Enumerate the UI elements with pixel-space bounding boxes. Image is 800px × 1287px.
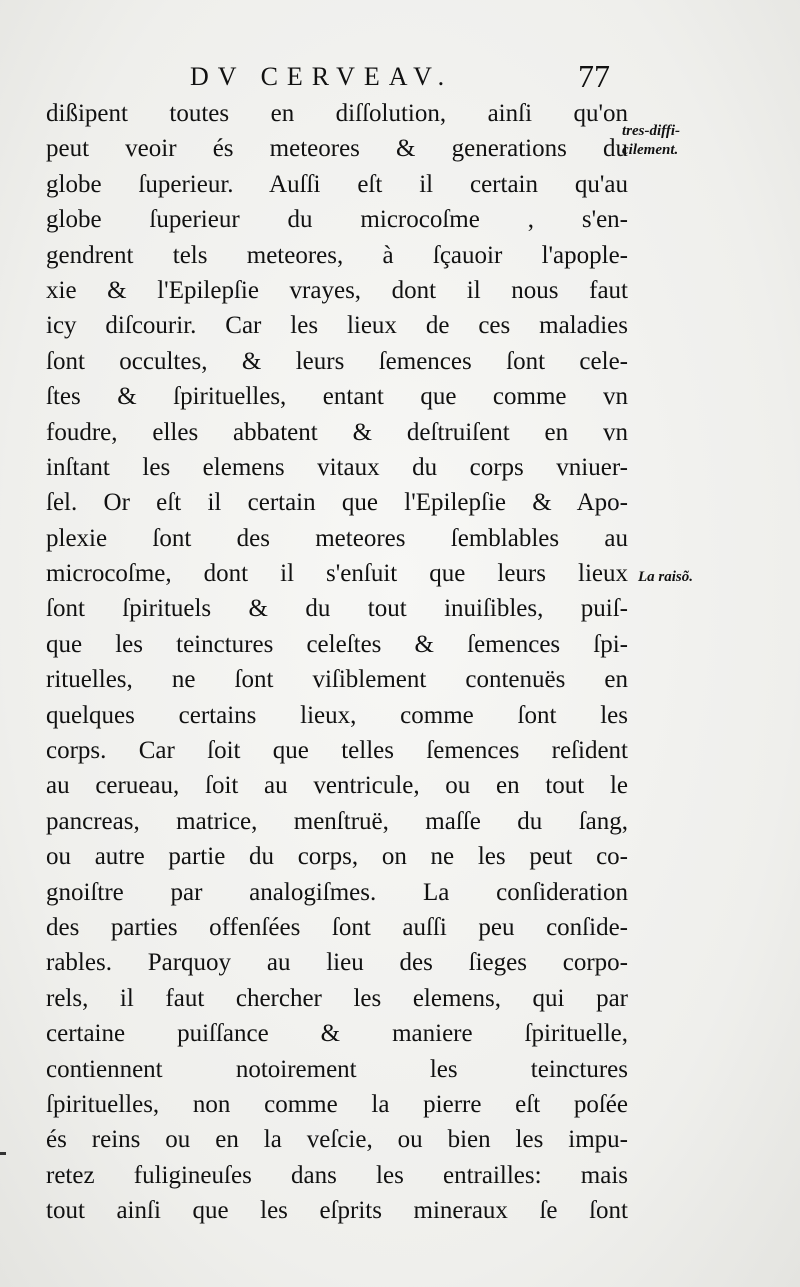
- text-line: icy diſcourir. Car les lieux de ces maladies: [46, 312, 628, 340]
- text-line: au cerueau, ſoit au ventricule, ou en tout le: [46, 772, 628, 800]
- page-number: 77: [578, 58, 610, 94]
- text-line: és reins ou en la veſcie, ou bien les impu-: [46, 1126, 628, 1154]
- text-line: globe ſuperieur. Auſſi eſt il certain qu'au: [46, 170, 628, 198]
- text-line: foudre, elles abbatent & deſtruiſent en vn: [46, 418, 628, 446]
- running-head: DV CERVEAV.: [190, 62, 454, 91]
- text-line: ſtes & ſpirituelles, entant que comme vn: [46, 383, 628, 411]
- text-line: gendrent tels meteores, à ſçauoir l'apople-: [46, 241, 628, 269]
- text-line: dißipent toutes en diſſolution, ainſi qu'on: [46, 100, 628, 127]
- text-line: peut veoir és meteores & generations du: [46, 135, 628, 163]
- text-line: gnoiſtre par analogiſmes. La conſideration: [46, 878, 628, 906]
- text-line: des parties offenſées ſont auſſi peu conſide-: [46, 913, 628, 941]
- margin-note: tres-diffi- cilement.: [622, 123, 681, 158]
- text-line: certaine puiſſance & maniere ſpirituelle,: [46, 1020, 628, 1048]
- body-text: [46, 96, 628, 1229]
- text-line: ſont ſpirituels & du tout inuiſibles, puiſ-: [46, 595, 628, 623]
- text-line: corps. Car ſoit que telles ſemences reſident: [46, 737, 628, 765]
- margin-note: La raisõ.: [638, 569, 694, 585]
- text-line: inſtant les elemens vitaux du corps vniuer-: [46, 453, 628, 481]
- text-line: ſont occultes, & leurs ſemences ſont cele-: [46, 347, 628, 375]
- text-line: globe ſuperieur du microcoſme , s'en-: [46, 206, 628, 234]
- text-line: quelques certains lieux, comme ſont les: [46, 701, 628, 729]
- text-line: rituelles, ne ſont viſiblement contenuës en: [46, 666, 628, 694]
- text-line: ſel. Or eſt il certain que l'Epilepſie & Apo-: [46, 489, 628, 517]
- text-line: retez fuligineuſes dans les entrailles: mais: [46, 1161, 628, 1189]
- text-line: rels, il faut chercher les elemens, qui par: [46, 984, 628, 1012]
- text-line: contiennent notoirement les teinctures: [46, 1055, 628, 1083]
- text-line: que les teinctures celeſtes & ſemences ſpi-: [46, 630, 628, 658]
- text-line: rables. Parquoy au lieu des ſieges corpo-: [46, 949, 628, 977]
- text-line: plexie ſont des meteores ſemblables au: [46, 524, 628, 552]
- text-line: tout ainſi que les eſprits mineraux ſe ſont: [46, 1197, 628, 1225]
- text-line: ſpirituelles, non comme la pierre eſt poſée: [46, 1090, 628, 1118]
- page-edge-mark: [0, 1152, 6, 1155]
- text-line: pancreas, matrice, menſtruë, maſſe du ſang,: [46, 807, 628, 835]
- text-line: ou autre partie du corps, on ne les peut co-: [46, 843, 628, 871]
- text-line: xie & l'Epilepſie vrayes, dont il nous faut: [46, 276, 628, 304]
- text-line: microcoſme, dont il s'enſuit que leurs lieux: [46, 560, 628, 588]
